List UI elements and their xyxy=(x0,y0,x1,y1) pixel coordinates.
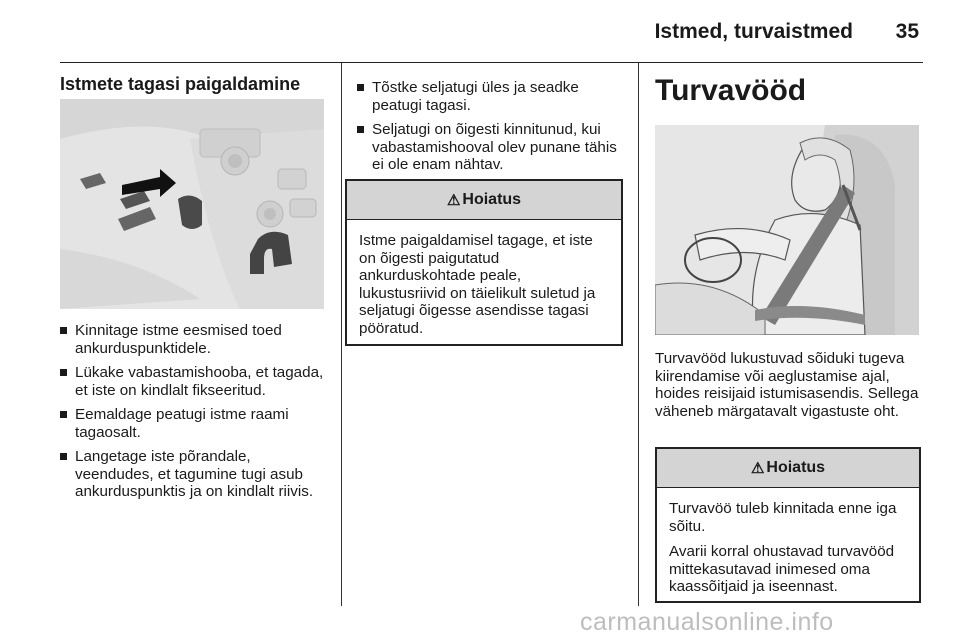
bullet-square-icon xyxy=(357,84,364,91)
seat-belt-illustration xyxy=(655,125,919,335)
warning-text: Turvavöö tuleb kinnitada enne iga sõitu. xyxy=(669,500,897,535)
warning-text: Avarii korral ohustavad turvavööd mittekasutavad inimesed oma kaassõitjaid ja iseennast. xyxy=(669,543,895,595)
header-title: Istmed, turvaistmed xyxy=(654,20,853,43)
column-divider xyxy=(638,63,639,606)
bullet-square-icon xyxy=(60,327,67,334)
warning-header xyxy=(347,181,621,220)
warning-body xyxy=(657,488,919,614)
page-header xyxy=(60,0,923,63)
bullet-square-icon xyxy=(60,369,67,376)
warning-triangle-icon: ⚠ xyxy=(446,192,461,209)
list-item xyxy=(60,364,328,399)
seat-latch-illustration xyxy=(60,99,324,309)
bullet-square-icon xyxy=(60,453,67,460)
warning-title: Hoiatus xyxy=(462,191,522,208)
list-item-text: Langetage iste põrandale, veendudes, et tagumine tugi asub ankurduspunktis ja on kindlalt riivis. xyxy=(75,448,314,500)
warning-text: Istme paigaldamisel tagage, et iste on õigesti paigutatud ankurduskohtade peale, lukustusriivid on täielikult suletud ja seljatugi õigesse asendisse tagasi pööratud. xyxy=(359,232,596,337)
list-item-text: Tõstke seljatugi üles ja seadke peatugi tagasi. xyxy=(372,79,579,114)
warning-header xyxy=(657,449,919,488)
section-heading: Istmete tagasi paigaldamine xyxy=(60,74,301,94)
list-item-text: Kinnitage istme eesmised toed ankurduspunktidele. xyxy=(75,322,282,357)
list-item-text: Eemaldage peatugi istme raami tagaosalt. xyxy=(75,406,289,441)
column-divider xyxy=(341,63,342,606)
install-steps-list-continued xyxy=(357,79,622,181)
warning-title: Hoiatus xyxy=(766,459,826,476)
list-item xyxy=(357,79,622,114)
seat-belt-description: Turvavööd lukustuvad sõiduki tugeva kiirendamise või aeglustamise ajal, hoides reisijaid istumisasendis. Sellega väheneb märgatavalt vigastuste oht. xyxy=(655,350,919,420)
page-number: 35 xyxy=(895,20,919,43)
warning-box xyxy=(345,179,623,346)
list-item xyxy=(60,406,328,441)
list-item-text: Lükake vabastamishooba, et tagada, et iste on kindlalt fikseeritud. xyxy=(75,364,324,399)
bullet-square-icon xyxy=(60,411,67,418)
list-item xyxy=(60,322,328,357)
warning-triangle-icon: ⚠ xyxy=(750,460,765,477)
bullet-square-icon xyxy=(357,126,364,133)
warning-body xyxy=(347,220,621,355)
list-item xyxy=(357,121,622,174)
install-steps-list xyxy=(60,322,328,508)
watermark: carmanualsonline.info xyxy=(580,608,834,636)
list-item-text: Seljatugi on õigesti kinnitunud, kui vabastamishooval olev punane tähis ei ole enam nähtav. xyxy=(372,121,617,173)
section-title: Turvavööd xyxy=(655,74,807,107)
warning-box xyxy=(655,447,921,603)
list-item xyxy=(60,448,328,501)
